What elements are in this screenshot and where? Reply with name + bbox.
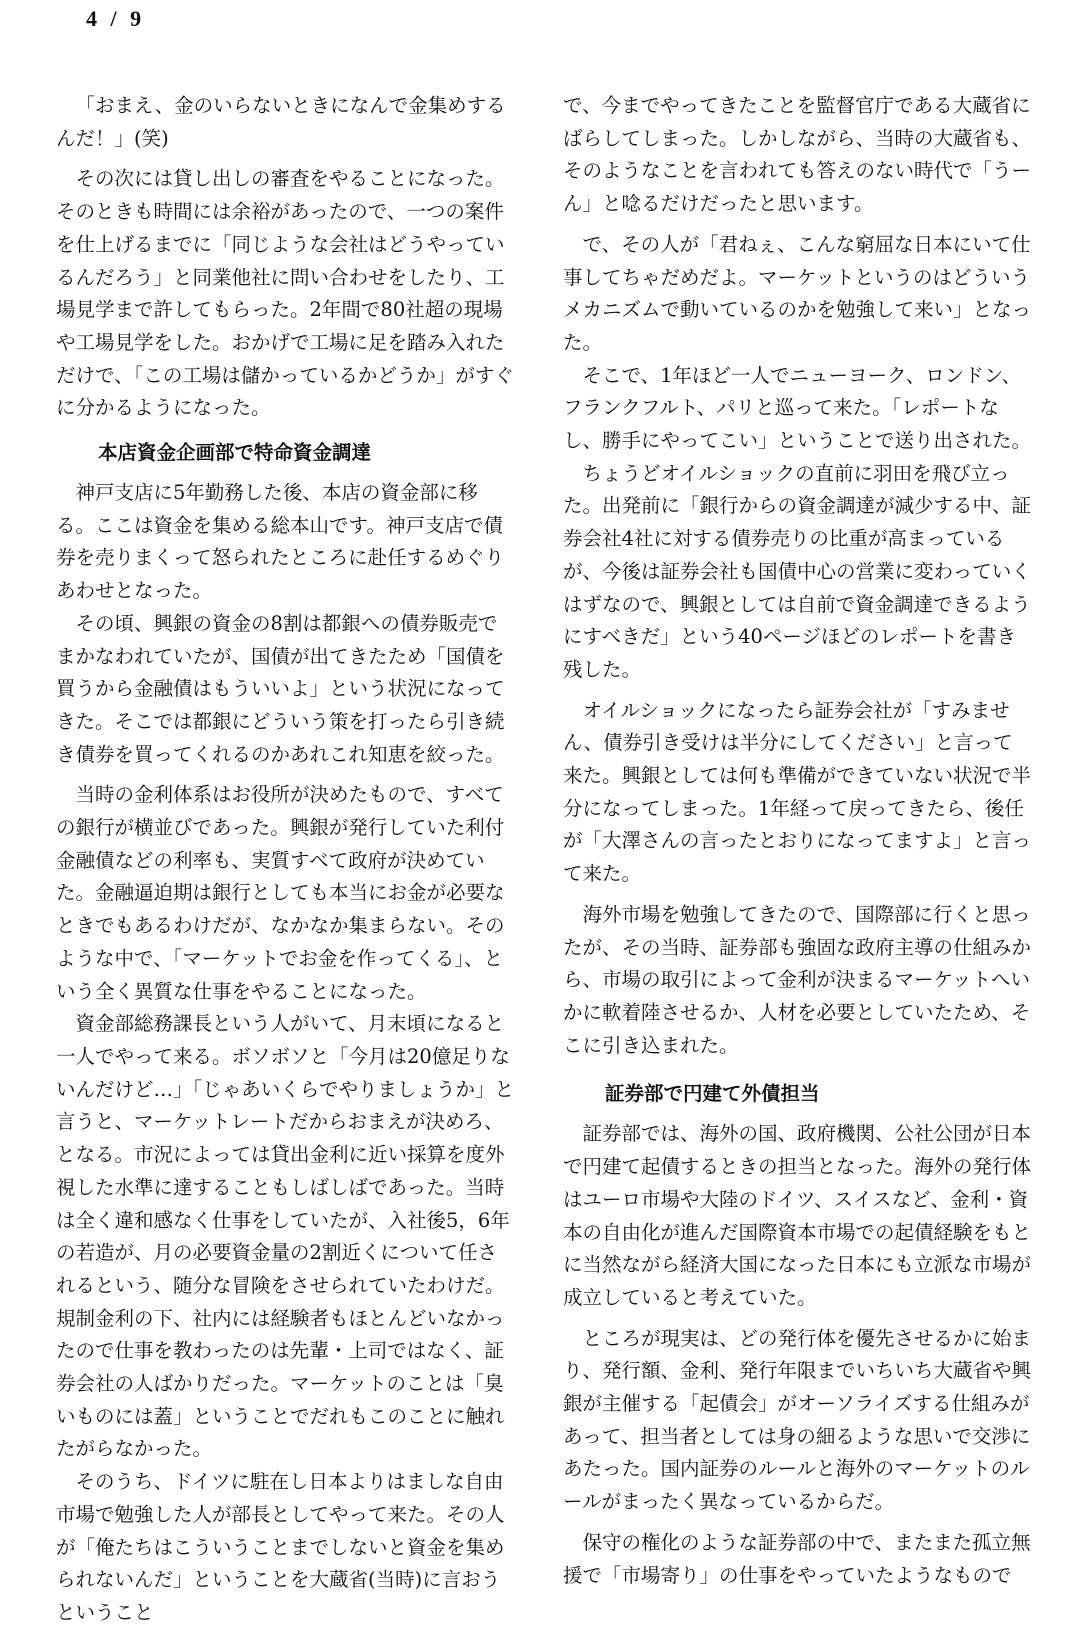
paragraph: オイルショックになったら証券会社が「すみません、債券引き受けは半分にしてください」と言って来た。興銀としては何も準備ができていない状況で半分になってしまった。1年経って戻ってきたら、後任が「大澤さんの言ったとおりになってますよ」と言って来た。 xyxy=(563,698,1032,886)
paragraph: で、その人が「君ねぇ、こんな窮屈な日本にいて仕事してちゃだめだよ。マーケットというのはどういうメカニズムで動いているのかを勉強して来い」となった。 xyxy=(563,232,1032,354)
paragraph: 資金部総務課長という人がいて、月末頃になると一人でやって来る。ボソボソと「今月は20億足りないんだけど…」「じゃあいくらでやりましょうか」と言うと、マーケットレートだからおまえが決めろ、となる。市況によっては貸出金利に近い採算を度外視した水準に達することもしばしばであった。当時は全く違和感なく仕事をしていたが、入社後5，6年の若造が、月の必要資金量の2割近くについて任されるという、随分な冒険をさせられていたわけだ。規制金利の下、社内には経験者もほとんどいなかったので仕事を教わったのは先輩・上司ではなく、証券会社の人ばかりだった。マーケットのことは「臭いものには蓋」ということでだれもこのことに触れたがらなかった。 xyxy=(56,1012,515,1461)
paragraph: 当時の金利体系はお役所が決めたもので、すべての銀行が横並びであった。興銀が発行していた利付金融債などの利率も、実質すべて政府が決めていた。金融逼迫期は銀行としても本当にお金が必要なときでもあるわけだが、なかなか集まらない。そのような中で、「マーケットでお金を作ってくる」、という全く異質な仕事をやることになった。 xyxy=(56,783,505,1003)
section-heading: 証券部で円建て外債担当 xyxy=(605,1082,820,1106)
paragraph: そこで、1年ほど一人でニューヨーク、ロンドン、フランクフルト、パリと巡って来た。「レポートなし、勝手にやってこい」ということで送り出された。 xyxy=(563,363,1032,453)
paragraph: その次には貸し出しの審査をやることになった。そのときも時間には余裕があったので、一つの案件を仕上げるまでに「同じような会社はどうやっているんだろう」と同業他社に問い合わせをしたり、工場見学まで許してもらった。2年間で80社超の現場や工場見学をした。おかげで工場に足を踏み入れただけで、「この工場は儲かっているかどうか」がすぐに分かるようになった。 xyxy=(56,167,514,420)
right-column xyxy=(563,90,1031,1592)
paragraph: その頃、興銀の資金の8割は都銀への債券販売でまかなわれていたが、国債が出てきたため「国債を買うから金融債はもういいよ」という状況になってきた。そこでは都銀にどういう策を打ったら引き続き債券を買ってくれるのかあれこれ知恵を絞った。 xyxy=(56,611,505,766)
paragraph: ちょうどオイルショックの直前に羽田を飛び立った。出発前に「銀行からの資金調達が減少する中、証券会社4社に対する債券売りの比重が高まっているが、今後は証券会社も国債中心の営業に変わっていくはずなので、興銀としては自前で資金調達できるようにすべきだ」という40ページほどのレポートを書き残した。 xyxy=(563,461,1032,681)
paragraph: 「おまえ、金のいらないときになんで金集めするんだ！」(笑) xyxy=(56,94,506,150)
left-column xyxy=(56,90,516,1630)
paragraph: 保守の権化のような証券部の中で、またまた孤立無援で「市場寄り」の仕事をやっていたようなもので xyxy=(563,1530,1031,1587)
section-heading: 本店資金企画部で特命資金調達 xyxy=(98,441,372,465)
paragraph: 証券部では、海外の国、政府機関、公社公団が日本で円建て起債するときの担当となった。海外の発行体はユーロ市場や大陸のドイツ、スイスなど、金利・資本の自由化が進んだ国際資本市場での起債経験をもとに当然ながら経済大国になった日本にも立派な市場が成立していると考えていた。 xyxy=(563,1122,1032,1309)
paragraph: そのうち、ドイツに駐在し日本よりはましな自由市場で勉強した人が部長としてやって来た。その人が「俺たちはこういうことまでしないと資金を集められないんだ」ということを大蔵省(当時)に言おうということ xyxy=(56,1470,505,1624)
paragraph: 神戸支店に5年勤務した後、本店の資金部に移る。ここは資金を集める総本山です。神戸支店で債券を売りまくって怒られたところに赴任するめぐりあわせとなった。 xyxy=(56,481,505,603)
paragraph: 海外市場を勉強してきたので、国際部に行くと思ったが、その当時、証券部も強固な政府主導の仕組みから、市場の取引によって金利が決まるマーケットへいかに軟着陸させるか、人材を必要としていたため、そこに引き込まれた。 xyxy=(563,902,1032,1057)
paragraph: ところが現実は、どの発行体を優先させるかに始まり、発行額、金利、発行年限までいちいち大蔵省や興銀が主催する「起債会」がオーソライズする仕組みがあって、担当者としては身の細るような思いで交渉にあたった。国内証券のルールと海外のマーケットのルールがまったく異なっているからだ。 xyxy=(563,1326,1032,1514)
paragraph: で、今までやってきたことを監督官庁である大蔵省にばらしてしまった。しかしながら、当時の大蔵省も、そのようなことを言われても答えのない時代で「うーん」と唸るだけだったと思います。 xyxy=(563,94,1032,216)
page-number: 4 / 9 xyxy=(86,6,146,31)
